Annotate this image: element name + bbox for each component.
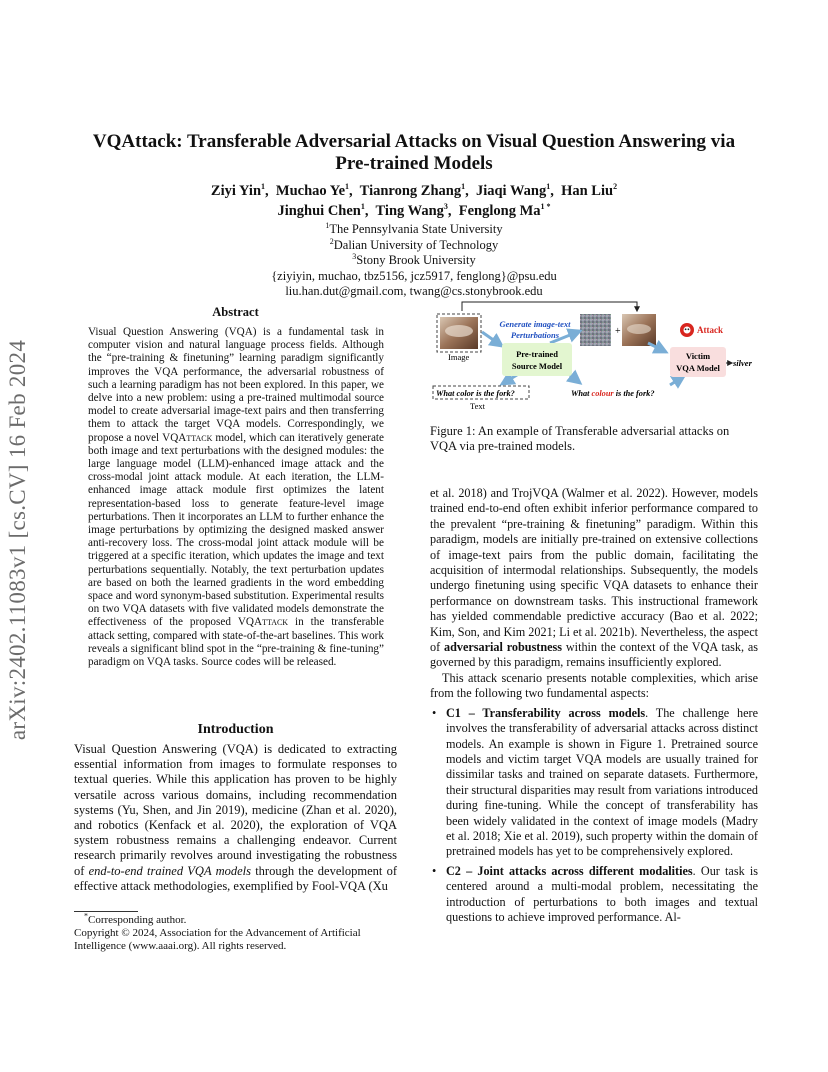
arrow-model-to-question xyxy=(570,375,580,383)
list-item xyxy=(446,864,758,926)
author-line-2: Jinghui Chen$^1$, Ting Wang$^3$, Fenglong $Ma^{1 *}$ xyxy=(277,202,551,219)
introduction-heading: Introduction xyxy=(197,722,274,737)
image-label: Image xyxy=(448,352,470,362)
footnote xyxy=(74,911,397,953)
adv-question-word: colour xyxy=(591,389,614,398)
challenge-text: . The challenge here involves the transferability of adversarial attacks across distinct models. An example is shown in Figure 1. Pretrained source models and victim target VQA models are usually trained for dissimilar tasks and trained on separate datasets. Furthermore, their structural disparities may result from variations introduced during fine-tuning. While the concept of transferability has been widely validated in the context of image models (Madry et al. 2018; Xie et al. 2019), such property within the domain of pretrained models has yet to be comprehensively explored. xyxy=(446,705,758,859)
text-label: Text xyxy=(470,401,485,411)
abstract-body xyxy=(88,326,384,669)
method-name: VQAttack xyxy=(162,431,213,444)
challenge-heading: C2 – Joint attacks across different modalities xyxy=(446,863,693,878)
source-model-label-1: Pre-trained xyxy=(516,349,558,359)
challenge-heading: C1 – Transferability across models xyxy=(446,705,646,720)
email-list-2: liu.han.dut@gmail.com, twang@cs.stonybrook.edu xyxy=(285,284,543,298)
input-image xyxy=(437,314,481,352)
footnote-mark: * xyxy=(84,911,88,921)
list-item xyxy=(446,706,758,860)
intro-emphasis: end-to-end trained VQA models xyxy=(88,863,251,878)
affiliation-name: Dalian University of Technology xyxy=(333,237,499,252)
adv-question-part: is the fork? xyxy=(613,389,655,398)
body-bold: adversarial robustness xyxy=(444,640,563,655)
abstract-heading: Abstract xyxy=(212,305,259,319)
affil-mark: 2 xyxy=(329,236,334,246)
abstract-text: in the transferable attack setting, compared with state-of-the-art baselines. This work reveals a significant blind spot in the “pre-training & fine-tuning” paradigm on VQA tasks. Source codes will be released. xyxy=(88,616,384,669)
footnote-text: Corresponding author. xyxy=(88,914,187,926)
email-list-1: {ziyiyin, muchao, tbz5156, jcz5917, fenglong}@psu.edu xyxy=(271,268,557,283)
paragraph xyxy=(430,486,758,671)
source-model-box xyxy=(502,343,572,376)
paragraph: This attack scenario presents notable complexities, which arise from the following two fundamental aspects: xyxy=(430,670,758,701)
answer-label: silver xyxy=(733,358,752,368)
affiliation-1 xyxy=(80,222,748,238)
abstract-text: Visual Question Answering (VQA) is a fundamental task in computer vision and natural language process fields. Although the “pre-training & finetuning” learning paradigm significantly improves the VQA performance, the adversarial robustness of such a learning paradigm has not been explored. In this paper, we delve into a new problem: using a pre-trained multimodal source model to create adversarial image-text pairs and then transferring them to attack the target VQA models. Correspondingly, we propose a novel xyxy=(88,326,384,444)
copyright-note: Copyright © 2024, Association for the Advancement of Artificial Intelligence (www.aaai.org). All rights reserved. xyxy=(74,927,361,952)
arxiv-identifier: arXiv:2402.11083v1 [cs.CV] 16 Feb 2024 xyxy=(5,339,30,741)
affil-mark: 1 xyxy=(325,220,330,230)
author-line-1: Ziyi Yin$^1$, Muchao Ye$^1$, Tianrong Zhang$^1$, Jiaqi Wang$^1$, Han Liu$^2$ xyxy=(210,182,618,199)
adv-question-part: What xyxy=(571,389,592,398)
clean-question: What color is the fork? xyxy=(436,389,515,398)
author-name: Jiaqi Wang xyxy=(475,183,547,199)
author-name: Ziyi Yin xyxy=(210,183,262,199)
affiliation-name: Stony Brook University xyxy=(356,253,476,267)
author-name: Jinghui Chen xyxy=(277,203,361,219)
victim-label-1: Victim xyxy=(685,351,711,361)
victim-label-2: VQA Model xyxy=(676,363,720,373)
affiliations xyxy=(80,222,748,300)
arrow-image-to-victim xyxy=(648,343,666,352)
affil-mark: 3 xyxy=(352,251,357,261)
author-list xyxy=(80,181,748,221)
author-name: Fenglong Ma xyxy=(458,203,541,219)
figure-1 xyxy=(430,299,758,411)
affil-mark: 1 xyxy=(546,182,551,192)
generate-label-line1: Generate image-text xyxy=(499,319,571,329)
intro-text: Visual Question Answering (VQA) is dedicated to extracting essential information from images to formulate responses to textual queries. While this application has proven to be highly versatile across various domains, including recommendation systems (Yu, Shen, and Jin 2019), medicine (Zhan et al. 2020), and robotics (Kenfack et al. 2020), the exploration of VQA system robustness remains a challenging endeavor. Current research primarily revolves around investigating the robustness of xyxy=(74,742,397,878)
source-model-label-2: Source Model xyxy=(511,361,563,371)
affiliation-3 xyxy=(80,253,748,269)
figure-1-caption: Figure 1: An example of Transferable adversarial attacks on VQA via pre-trained models. xyxy=(430,424,730,453)
arrow-image-to-model xyxy=(482,332,502,346)
affil-mark: 1 xyxy=(261,182,266,192)
affil-mark: 1 xyxy=(345,182,350,192)
author-name: Muchao Ye xyxy=(275,183,346,199)
author-name: Tianrong Zhang xyxy=(359,183,462,199)
figure-1-diagram xyxy=(430,299,758,411)
attack-label: Attack xyxy=(697,325,723,335)
challenge-list xyxy=(430,706,758,926)
right-column-body xyxy=(430,486,758,929)
corresponding-note xyxy=(74,911,397,927)
abstract-text: model, which can iteratively generate both image and text perturbations with the designed modules: the large language model (LLM)-enhanced image attack and the cross-modal joint attack module. At each iteration, the LLM-enhanced image attack module first optimizes the latent representation-based loss to generate feature-level image perturbations. Then it incorporates an LLM to further enhance the image perturbations by optimizing the designed masked answer anti-recovery loss. The cross-modal joint attack module will be triggered at a specific iteration, which updates the image and text perturbations sequentially. Notably, the text perturbation updates are based on both the learned gradients in the word embedding space and word synonym-based substitution. Experimental results on two VQA datasets with five validated models demonstrate the effectiveness of the proposed xyxy=(88,431,384,629)
perturbation-noise xyxy=(580,314,611,346)
paper-title xyxy=(80,131,748,175)
affil-mark: 1 xyxy=(461,182,466,192)
affiliation-2 xyxy=(80,238,748,254)
body-text: et al. 2018) and TrojVQA (Walmer et al. 2022). However, models trained end-to-end often exhibit inferior performance compared to the prevalent “pre-training & finetuning” paradigm. Within this paradigm, models are initially pre-trained on extensive collections of image-text pairs from the public domain, facilitating the acquisition of intermodal relationships. Subsequently, the models undergo finetuning using specific VQA datasets to enhance their performance on downstream tasks. This instructional framework has yielded commendable predictive accuracy (Bao et al. 2022; Kim, Son, and Kim 2021; Li et al. 2021b). Nevertheless, the aspect of xyxy=(430,486,758,655)
author-name: Ting Wang xyxy=(375,203,444,219)
body-text: within the context of the VQA task, as governed by this paradigm, remains insufficiently explored. xyxy=(430,640,759,670)
method-name: VQAttack xyxy=(237,616,289,629)
connector-line xyxy=(462,302,637,311)
plus-sign: + xyxy=(615,326,621,337)
adversarial-question xyxy=(571,389,654,398)
generate-label-line2: Perturbations xyxy=(510,330,560,340)
arrow-question-to-victim xyxy=(670,376,684,385)
affil-mark: 1 xyxy=(360,202,365,212)
author-name: Han Liu xyxy=(561,183,614,199)
title-line-1: VQAttack: Transferable Adversarial Attacks on Visual Question Answering via xyxy=(92,131,736,152)
affiliation-name: The Pennsylvania State University xyxy=(329,222,503,236)
affil-mark: 2 xyxy=(613,182,618,192)
affil-mark: 1 * xyxy=(540,202,551,212)
attack-skull-icon xyxy=(680,323,694,337)
affil-mark: 3 xyxy=(443,202,448,212)
challenge-text: . Our task is centered around a multi-modal problem, necessitating the introduction of perturbations to both images and textual questions to achieve improved performance. Al- xyxy=(446,863,758,924)
title-line-2: Pre-trained Models xyxy=(335,153,493,174)
intro-text: through the development of effective attack methodologies, exemplified by Fool-VQA (Xu xyxy=(74,863,397,893)
introduction-body xyxy=(74,742,397,894)
